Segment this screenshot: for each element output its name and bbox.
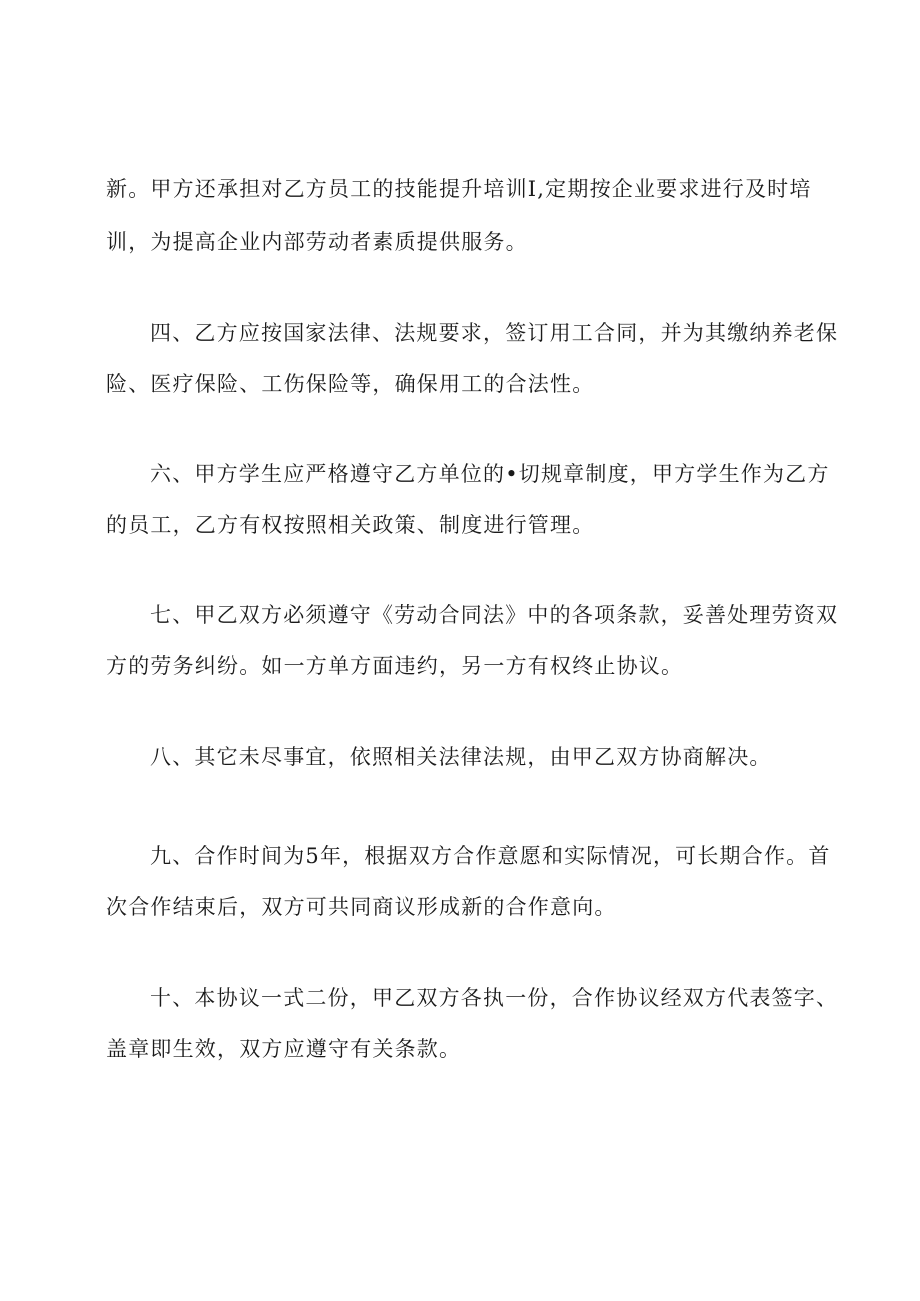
- paragraph-line: 新。甲方还承担对乙方员工的技能提升培训I,定期按企业要求进行及时培: [106, 177, 812, 201]
- paragraph-line: 的员工，乙方有权按照相关政策、制度进行管理。: [106, 513, 595, 537]
- paragraph-line: 次合作结束后，双方可共同商议形成新的合作意向。: [106, 895, 617, 919]
- paragraph-line: 险、医疗保险、工伤保险等，确保用工的合法性。: [106, 372, 595, 396]
- paragraph-line: 九、合作时间为5年，根据双方合作意愿和实际情况，可长期合作。首: [150, 844, 831, 868]
- paragraph-line: 四、乙方应按国家法律、法规要求，签订用工合同，并为其缴纳养老保: [150, 321, 839, 345]
- paragraph-line: 盖章即生效，双方应遵守有关条款。: [106, 1037, 462, 1061]
- paragraph-line: 六、甲方学生应严格遵守乙方单位的•切规章制度，甲方学生作为乙方: [150, 462, 830, 486]
- paragraph-line: 七、甲乙双方必须遵守《劳动合同法》中的各项条款，妥善处理劳资双: [150, 603, 839, 627]
- paragraph-line: 八、其它未尽事宜，依照相关法律法规，由甲乙双方协商解决。: [150, 745, 772, 769]
- paragraph-line: 方的劳务纠纷。如一方单方面违约，另一方有权终止协议。: [106, 654, 684, 678]
- paragraph-line: 训，为提高企业内部劳动者素质提供服务。: [106, 230, 528, 254]
- paragraph-line: 十、本协议一式二份，甲乙双方各执一份，合作协议经双方代表签字、: [150, 986, 839, 1010]
